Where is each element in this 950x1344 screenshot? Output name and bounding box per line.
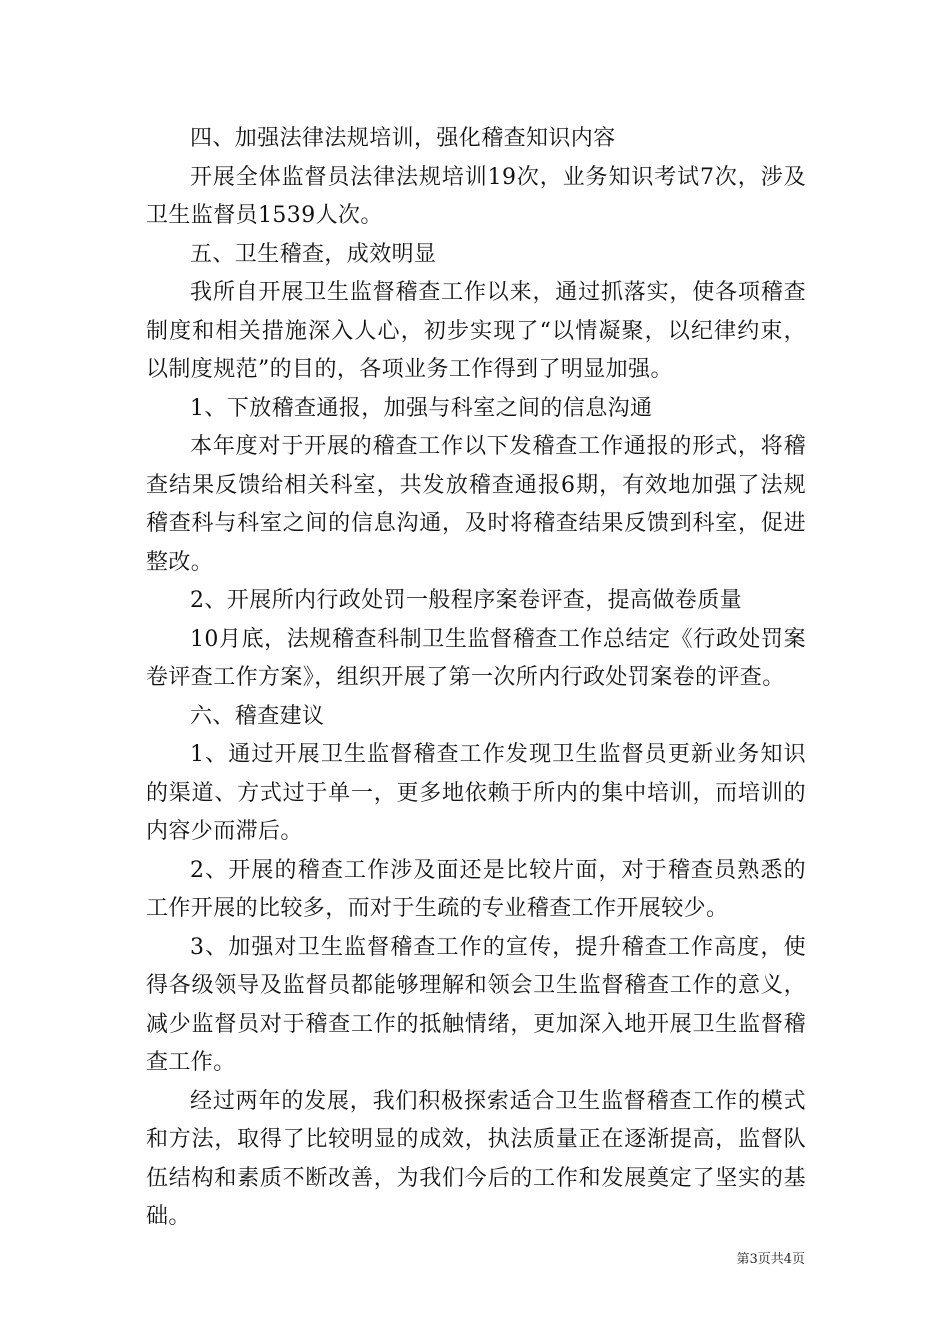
section-heading-5: 五、卫生稽查，成效明显: [190, 241, 437, 267]
subheading-2: 2、开展所内行政处罚一般程序案卷评查，提高做卷质量: [190, 588, 742, 613]
document-body: [146, 120, 806, 1237]
body-paragraph: 本年度对于开展的稽查工作以下发稽查工作通报的形式，将稽查结果反馈给相关科室，共发放稽查通报6期，有效地加强了法规稽查科与科室之间的信息沟通，及时将稽查结果反馈到科室，促进整改。: [146, 434, 806, 575]
section-heading-6: 六、稽查建议: [190, 703, 325, 729]
subheading-1: 1、下放稽查通报，加强与科室之间的信息沟通: [190, 395, 653, 421]
page-number-footer: 第3页共4页: [736, 1252, 805, 1267]
suggestion-item-2: 2、开展的稽查工作涉及面还是比较片面，对于稽查员熟悉的工作开展的比较多，而对于生疏的专业稽查工作开展较少。: [146, 857, 806, 921]
body-paragraph: 我所自开展卫生监督稽查工作以来，通过抓落实，使各项稽查制度和相关措施深入人心，初步实现了“以情凝聚，以纪律约束，以制度规范”的目的，各项业务工作得到了明显加强。: [146, 280, 806, 382]
section-heading-4: 四、加强法律法规培训，强化稽查知识内容: [190, 126, 616, 151]
suggestion-item-3: 3、加强对卫生监督稽查工作的宣传，提升稽查工作高度，使得各级领导及监督员都能够理解和领会卫生监督稽查工作的意义，减少监督员对于稽查工作的抵触情绪，更加深入地开展卫生监督稽查工作。: [146, 934, 806, 1075]
body-paragraph: 开展全体监督员法律法规培训19次，业务知识考试7次，涉及卫生监督员1539人次。: [146, 164, 806, 228]
body-paragraph: 10月底，法规稽查科制卫生监督稽查工作总结定《行政处罚案卷评查工作方案》，组织开展了第一次所内行政处罚案卷的评查。: [146, 626, 806, 690]
suggestion-item-1: 1、通过开展卫生监督稽查工作发现卫生监督员更新业务知识的渠道、方式过于单一，更多地依赖于所内的集中培训，而培训的内容少而滞后。: [146, 742, 806, 844]
conclusion-paragraph: 经过两年的发展，我们积极探索适合卫生监督稽查工作的模式和方法，取得了比较明显的成效，执法质量正在逐渐提高，监督队伍结构和素质不断改善，为我们今后的工作和发展奠定了坚实的基础。: [146, 1088, 806, 1229]
